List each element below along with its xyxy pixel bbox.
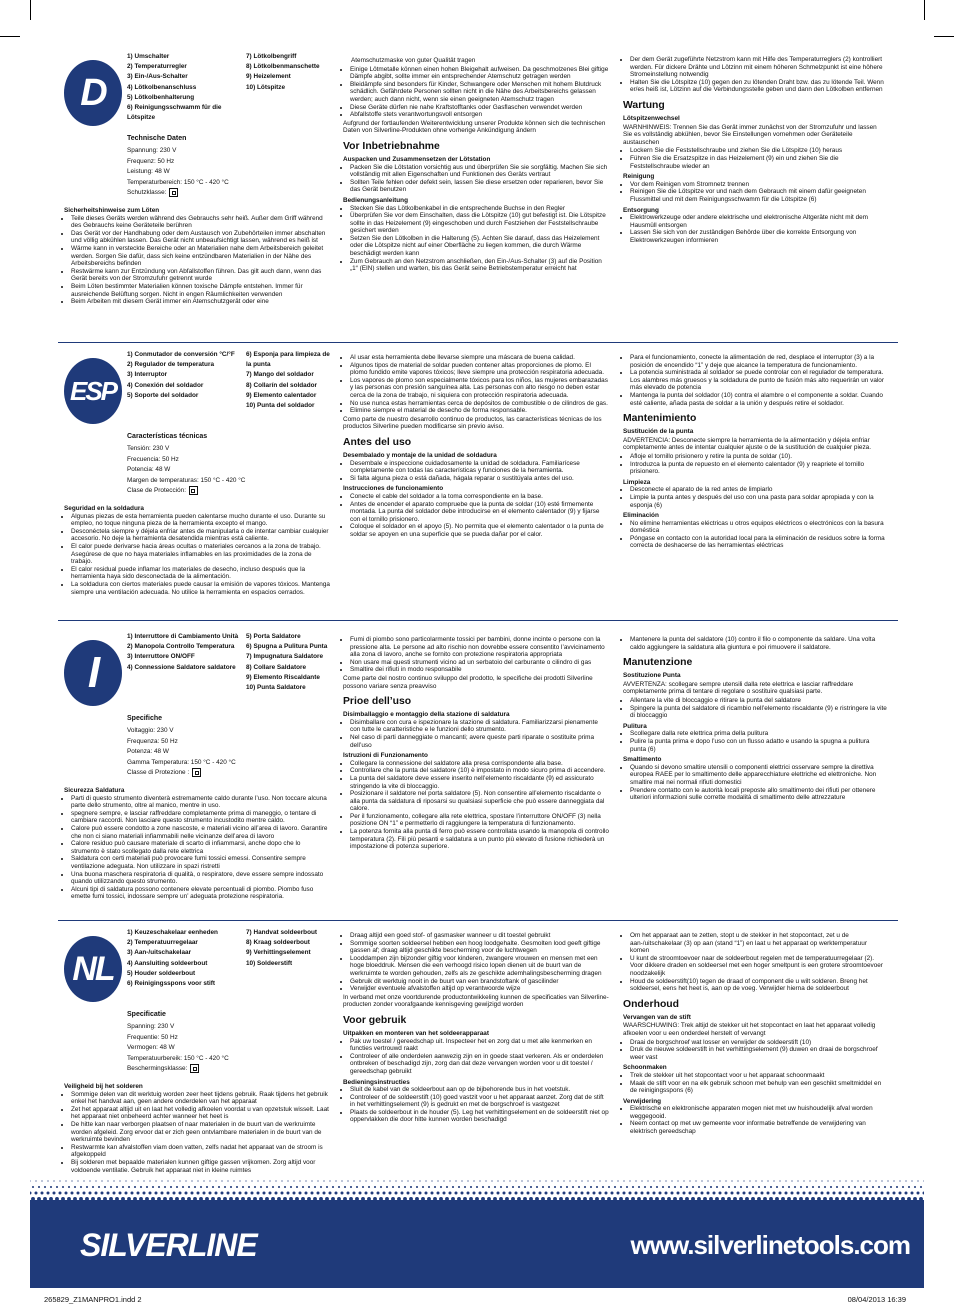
parts-list — [127, 632, 239, 673]
operation-item: • Mantenga la punta del soldador (10) contra el alambre o el componente a soldar. Cuando esté caliente, añada pasta de soldar a la unión y después retire el soldador. — [630, 392, 887, 407]
spec-row — [127, 157, 327, 167]
spec-note: In verband met onze voortdurende productontwikkeling kunnen de specificaties van Silverline-producten zonder voorafgaande kennisgeving gewijzigd worden — [343, 993, 609, 1009]
class-ii-icon — [169, 188, 178, 197]
part-item: 4) Conexión del soldador — [127, 381, 204, 389]
part-item: 1) Conmutador de conversión °C/°F — [127, 351, 235, 358]
spec-text: Spanning: 230 V — [127, 1023, 175, 1031]
safety-title: Sicurezza Saldatura — [64, 787, 125, 794]
spec-row — [127, 178, 327, 188]
operation-item: • Coloque el soldador en el apoyo (5). No permita que el elemento calentador o la punta de soldar se apoyen en una superficie que se pueda dañar por el calor. — [350, 523, 609, 538]
spec-text: Schutzklasse: — [127, 189, 167, 197]
safety-column — [64, 784, 330, 901]
subheading-operation: Bedienungsanleitung — [343, 196, 408, 204]
part-item: 8) Lötkolbenmanschette — [246, 63, 320, 71]
spec-row — [127, 146, 327, 156]
spec-row — [127, 444, 327, 454]
part-item: 7) Handvat soldeerbout — [246, 929, 318, 936]
safety-title: Veiligheid bij het solderen — [64, 1083, 143, 1090]
operation-item: • Houd de soldeerstift(10) tegen de draad of component die u wilt solderen. Breng het soldeersel, eens het heet is, aan op de voeg. Verwijder hierna de soldeerbout — [630, 978, 887, 993]
safety-item: • Looddampen zijn bijzonder giftig voor kinderen, zwangere vrouwen en mensen met een hoge bloeddruk. Mensen die een verhoogd risico lopen dienen uit de buurt van de werkruimte te worden gehouden, zelfs als ze geschikte ademhalingsbescherming dragen — [350, 955, 609, 978]
subheading-disposal: Smaltimento — [623, 756, 662, 764]
print-date: 08/04/2013 16:39 — [847, 1295, 906, 1304]
unpacking-list — [343, 164, 609, 194]
spec-title: Specifiche — [127, 715, 163, 722]
part-item: 5) Soporte del soldador — [127, 391, 199, 399]
operation-list — [623, 636, 887, 651]
part-item: 9) Elemento Riscaldante — [246, 673, 320, 681]
safety-item: • Fumi di piombo sono particolarmente tossici per bambini, donne incinte o persone con la pressione alta. Le persone ad alto rischio non dovrebbe essere consentito l’avvicinamento alla zona di lavoro, anche se fornito con protezione respiratoria appropriata — [350, 636, 609, 659]
operation-list — [343, 1086, 609, 1124]
safety-title: Seguridad en la soldadura — [64, 505, 144, 512]
spec-title: Technische Daten — [127, 135, 187, 142]
part-item: 5) Houder soldeerbout — [127, 969, 196, 977]
specification-block — [127, 714, 327, 779]
safety-list — [64, 795, 330, 901]
part-item: 6) Reinigingsspons voor stift — [127, 980, 216, 988]
disposal-item: • Elektrowerkzeuge oder andere elektrische und elektronische Altgeräte nicht mit dem Hausmüll entsorgen — [630, 214, 887, 229]
tip-item: • Lockern Sie die Feststellschraube und ziehen Sie die Lötspitze (10) heraus — [630, 147, 887, 155]
heading-maintenance: Onderhoud — [623, 998, 679, 1010]
tip-list — [623, 1039, 887, 1062]
operation-item: • Posizionare il saldatore nel porta saldatore (5). Non consentire all’elemento riscaldante o alla punta da saldatura di riposarsi su qualsiasi superficie che può essere danneggiata dal calore. — [350, 790, 609, 813]
part-item: 9) Elemento calentador — [246, 391, 317, 399]
cleaning-list — [623, 486, 887, 509]
operation-list — [623, 932, 887, 993]
heading-maintenance: Mantenimiento — [623, 413, 697, 425]
operation-item: • Para el funcionamiento, conecte la alimentación de red, desplace el interruptor (3) a la posición de encendido “1” y deje que alcance la temperatura de funcionamiento. — [630, 354, 887, 369]
spec-text: Potenza: 48 W — [127, 748, 169, 756]
subheading-operation: Instrucciones de funcionamiento — [343, 485, 444, 493]
subheading-tip-change: Vervangen van de stift — [623, 1013, 691, 1021]
spec-row — [127, 737, 327, 747]
section-divider — [58, 920, 898, 921]
spec-text: Spannung: 230 V — [127, 147, 177, 155]
part-item: 8) Collare Saldatore — [246, 663, 307, 671]
specification-block — [127, 1010, 327, 1075]
unpacking-item: • Sollten Teile fehlen oder defekt sein, lassen Sie diese ersetzen oder reparieren, bevor Sie das Gerät benutzen — [350, 179, 609, 194]
disposal-item: • Prendere contatto con le autorità locali preposte allo smaltimento dei rifiuti per ottenere ulteriori informazioni sulle corrette modalità di smaltimento delle attrezzature — [630, 787, 887, 802]
subheading-disposal: Eliminación — [623, 512, 659, 520]
part-item: 5) Lötkolbenhalterung — [127, 93, 195, 101]
operation-item: • Om het apparaat aan te zetten, stopt u de stekker in het stopcontact, zet u de aan-/uitschakelaar (3) op aan (stand “1”) en laat u het apparaat op werktemperatuur komen — [630, 932, 887, 955]
spec-note: Aufgrund der fortlaufenden Weiterentwicklung unserer Produkte können sich die technischen Daten von Silverline-Produkten ohne vorherige Ankündigung ändern — [343, 119, 606, 135]
part-item: 7) Mango del soldador — [246, 371, 314, 379]
cleaning-list — [623, 730, 887, 753]
subheading-tip-change: Sostituzione Punta — [623, 672, 681, 680]
disposal-list — [623, 214, 887, 244]
class-ii-icon — [189, 486, 198, 495]
unpacking-item: • Desembale e inspeccione cuidadosamente la unidad de soldadura. Familiarícese completamente con todas las características y funciones de la herramienta. — [350, 460, 609, 475]
disposal-item: • Lassen Sie sich von der zuständigen Behörde über die korrekte Entsorgung von Elektrowerkzeugen informieren — [630, 229, 887, 244]
right-column — [623, 354, 887, 550]
operation-item: • La potencia suministrada al soldador se puede controlar con el regulador de temperatura. Los alambres más gruesos y la soldadura de punto de fusión más alto requerirán un valor más elevado de potencia — [630, 369, 887, 392]
cleaning-item: • Pulire la punta prima e dopo l’uso con un flusso adatto e usando la spugna a pulitura punta (6) — [630, 738, 887, 753]
safety-title: Sicherheitshinweise zum Löten — [64, 207, 160, 214]
spec-text: Voltaggio: 230 V — [127, 727, 174, 735]
unpacking-item: • Nel caso di parti danneggiate o mancanti; avere queste parti riparate o sostituite prima dell’uso — [350, 734, 609, 749]
tip-list — [623, 147, 887, 170]
warning-text: AVVERTENZA: scollegare sempre utensili dalla rete elettrica e lasciar raffreddare completamente prima di tentare di regolare o sostituire qualsiasi parte. — [623, 680, 854, 696]
safety-item: • Alcuni tipi di saldatura possono contenere elevate percentuali di piombo. Piombo fuso emette fumi tossici, indossare sempre un’ adeguata protezione respiratoria. — [71, 886, 330, 901]
operation-item: • Halten Sie die Lötspitze (10) gegen den zu lötenden Draht bzw. das zu lötende Teil. Wenn er/es heiß ist, Lötzinn auf die Verbindungsstelle geben und dann den Lötkolben entfernen — [630, 79, 887, 94]
part-item: 4) Lötkolbenanschluss — [127, 83, 197, 91]
disposal-item: • Quando si devono smaltire utensili o componenti elettrici osservare sempre la direttiva europea RAEE per lo smaltimento delle apparecchiature elettriche ed elettroniche. Non smaltire mai nei normali rifiuti domestici — [630, 764, 887, 787]
subheading-disposal: Verwijdering — [623, 1097, 662, 1105]
spec-row — [127, 1022, 327, 1032]
part-item: 3) Ein-/Aus-Schalter — [127, 73, 188, 81]
spec-text: Gamma Temperatura: 150 °C - 420 °C — [127, 758, 236, 766]
spec-note: Come parte del nostro continuo sviluppo del prodotto, le specifiche dei prodotti Silverline possono variare senza preavviso — [343, 674, 593, 690]
spec-row — [127, 167, 327, 177]
operation-list — [343, 760, 609, 851]
part-item: 3) Interruptor — [127, 371, 168, 379]
operation-item: • Sluit de kabel van de soldeerbout aan op de bijbehorende bus in het voetstuk. — [350, 1086, 609, 1094]
operation-item: • Conecte el cable del soldador a la toma correspondiente en la base. — [350, 493, 609, 501]
language-badge-nl: NL — [64, 936, 122, 1002]
tip-item: • Afloje el tornillo prisionero y retire la punta de soldar (10). — [630, 453, 887, 461]
subheading-operation: Bedieningsinstructies — [343, 1078, 410, 1086]
spec-text: Beschermingsklasse: — [127, 1065, 188, 1073]
part-item: 2) Temperatuurregelaar — [127, 939, 198, 947]
part-item: 6) Spugna a Pulitura Punta — [246, 643, 328, 651]
safety-item: • Bleidämpfe sind besonders für Kinder, Schwangere oder Menschen mit hohem Blutdruck schädlich. Gefährdete Personen sollten nicht in die Nähe des Arbeitsbereichs gelassen werden; auch dann nicht, wenn sie einen geeigneten Atemschutz tragen — [350, 81, 609, 104]
part-item: 3) Aan-/uitschakelaar — [127, 949, 192, 957]
spec-text: Temperaturbereich: 150 °C - 420 °C — [127, 178, 229, 186]
spec-row — [127, 188, 327, 199]
part-item: 8) Collarín del soldador — [246, 381, 318, 389]
safety-item: • El calor residual puede inflamar los materiales de desecho, incluso después que la herramienta haya sido desconectada de la alimentación. — [71, 566, 330, 581]
spec-text: Classe di Protezione : — [127, 769, 190, 777]
silverline-logo: SILVERLINE — [80, 1227, 257, 1263]
tip-item: • Allentare la vite di bloccaggio e ritirare la punta del saldatore — [630, 697, 887, 705]
spec-row — [127, 768, 327, 779]
specification-block — [127, 432, 327, 497]
cleaning-list — [623, 1072, 887, 1095]
part-item: 9) Verhittingselement — [246, 949, 311, 957]
spec-row — [127, 476, 327, 486]
disposal-item: • Elektrische en elektronische apparaten mogen niet met uw huishoudelijk afval worden weggegooid. — [630, 1105, 887, 1120]
right-column — [623, 56, 887, 244]
safety-item: • Calore può essere condotto a zone nascoste, e materiali vicino all’area di lavoro. Garantire che non ci siano materiali infiammabili nelle vicinanze dell’area di lavoro — [71, 825, 330, 840]
warning-text: ADVERTENCIA: Desconecte siempre la herramienta de la alimentación y déjela enfriar completamente antes de intentar cualquier ajuste o de la sustitución de cualquier pieza. — [623, 436, 871, 452]
language-badge-de: D — [64, 60, 122, 126]
spec-title: Specificatie — [127, 1011, 166, 1018]
safety-item: • Sommige delen van dit werktuig worden zeer heet tijdens gebruik. Raak tijdens het gebruik enkel het handvat aan, geen andere onderdelen van het apparaat — [71, 1091, 330, 1106]
operation-item: • Überprüfen Sie vor dem Einschalten, dass die Lötspitze (10) gut befestigt ist. Die Lötspitze sollte in das Heizelement (9) eingeschoben und durch Festziehen der Feststellschraube gesichert werden — [350, 212, 609, 235]
heading-before-use: Antes del uso — [343, 436, 412, 448]
safety-list — [343, 932, 609, 993]
middle-column — [343, 636, 609, 851]
operation-list — [623, 354, 887, 407]
part-item: 10) Lötspitze — [246, 83, 286, 91]
safety-item: • Al usar esta herramienta debe llevarse siempre una máscara de buena calidad. — [350, 354, 609, 362]
spec-row — [127, 726, 327, 736]
spec-note: Como parte de nuestro desarrollo continuo de productos, las características técnicas de los productos Silverline pueden modificarse sin previo aviso. — [343, 415, 602, 431]
disposal-item: • Neem contact op met uw gemeente voor informatie betreffende de verwijdering van elektrisch gereedschap — [630, 1120, 887, 1135]
tip-item: • Introduzca la punta de repuesto en el elemento calentador (9) y reapriete el tornillo prisionero. — [630, 461, 887, 476]
safety-item: • Calore residuo può causare materiale di scarto di infiammarsi, anche dopo che lo strumento è stato scollegato dalla rete elettrica — [71, 840, 330, 855]
safety-item: • Parti di questo strumento diventerà estremamente caldo durante l’uso. Non toccare alcuna parte dello strumento, oltre al manico, mentre in uso. — [71, 795, 330, 810]
part-item: 10) Punta Saldatore — [246, 684, 306, 692]
operation-list — [343, 493, 609, 539]
parts-list — [127, 350, 239, 401]
unpacking-list — [343, 1038, 609, 1076]
warning-text: WAARSCHUWING: Trek altijd de stekker uit het stopcontact en laat het apparaat volledig afkoelen voor u een onderdeel herstelt of vervangt — [623, 1022, 876, 1037]
safety-item: • Sommige soorten soldeersel hebben een hoog loodgehalte. Gesmolten lood geeft giftige gassen af; draag altijd geschikte bescherming voor de luchtwegen — [350, 940, 609, 955]
parts-list — [127, 928, 239, 989]
spec-row — [127, 1064, 327, 1075]
tip-item: • Draai de borgschroef wat losser en verwijder de soldeerstift (10) — [630, 1039, 887, 1047]
part-item: 1) Keuzeschakelaar eenheden — [127, 929, 218, 936]
operation-item: • Plaats de soldeerbout in de houder (5). Leg het verhittingselement en de soldeerstift niet op oppervlakken die door hitte kunnen worden beschadigd — [350, 1109, 609, 1124]
middle-column — [343, 56, 609, 273]
unpacking-item: • Controleer of alle onderdelen aanwezig zijn en in goede staat verkeren. Als er onderdelen ontbreken of beschadigd zijn, zorg dan dat deze vervangen worden voor u dit toestel / gereedschap gebruikt — [350, 1053, 609, 1076]
part-item: 10) Punta del soldador — [246, 402, 315, 410]
safety-item: • Einige Lötmetalle können einen hohen Bleigehalt aufweisen. Da geschmolzenes Blei giftige Dämpfe abgibt, sollte immer ein entsprechender Atemschutz getragen werden — [350, 66, 609, 81]
safety-item: • Restwarmte kan afvalstoffen viam doen vatten, zelfs nadat het apparaat van de stroom is afgekoppeld — [71, 1144, 330, 1159]
tip-item: • Spingere la punta del saldatore di ricambio nell’elemento riscaldante (9) e ristringere la vite di bloccaggio — [630, 705, 887, 720]
spec-text: Margen de temperaturas: 150 °C - 420 °C — [127, 476, 246, 484]
class-ii-icon — [190, 1064, 199, 1073]
safety-item: • No use nunca estas herramientas cerca de depósitos de combustible o de cilindros de gas. — [350, 400, 609, 408]
cleaning-item: • Maak de stift voor en na elk gebruik schoon met behulp van een geschikt smeltmiddel en de reinigingsspons (6) — [630, 1080, 887, 1095]
operation-item: • Controllare che la punta del saldatore (10) è impostato in modo sicuro prima di accendere. — [350, 767, 609, 775]
heading-before-use: Voor gebruik — [343, 1014, 407, 1026]
parts-list — [246, 928, 336, 969]
safety-item: • Abfallstoffe stets verantwortungsvoll entsorgen — [350, 111, 609, 119]
spec-text: Tensión: 230 V — [127, 445, 170, 453]
safety-item: • Beim Löten bestimmter Materialien können toxische Dämpfe entstehen. Immer für ausreichende Belüftung sorgen. Nicht in engen Räumlichkeiten verwenden — [71, 283, 330, 298]
continued-text: Atemschutzmaske von guter Qualität tragen — [351, 57, 476, 64]
safety-item: • Algunos tipos de material de soldar pueden contener altas proporciones de plomo. El plomo fundido emite vapores tóxicos; lleve siempre una protección respiratoria adecuada. — [350, 362, 609, 377]
subheading-cleaning: Reinigung — [623, 173, 655, 181]
spec-text: Clase de Protección: — [127, 487, 186, 495]
spec-text: Frecuencia: 50 Hz — [127, 455, 179, 463]
spec-title: Características técnicas — [127, 433, 208, 440]
spec-row — [127, 758, 327, 768]
heading-maintenance: Manutenzione — [623, 657, 693, 669]
spec-text: Frequentie: 50 Hz — [127, 1033, 178, 1041]
operation-item: • Collegare la connessione del saldatore alla presa corrispondente alla base. — [350, 760, 609, 768]
spec-text: Frequenza: 50 Hz — [127, 737, 178, 745]
safety-item: • Diese Geräte dürfen nie nahe Kraftstofftanks oder Gasflaschen verwendet werden — [350, 104, 609, 112]
safety-item: • Los vapores de plomo son especialmente tóxicos para los niños, las mujeres embarazadas y las personas con presión sanguínea alta. Las personas con alto riesgo no deben estar cerca de la zona de trabajo, ni siquiera con protección respiratoria adecuada. — [350, 377, 609, 400]
spec-text: Potencia: 48 W — [127, 466, 171, 474]
section-divider — [58, 620, 898, 621]
operation-item: • U kunt de stroomtoevoer naar de soldeerbout regelen met de temperatuurregelaar (2). Voor dikkere draden en soldeersel met een hoger smeltpunt is een grotere stroomtoevoer noodzakelijk — [630, 955, 887, 978]
safety-item: • Algunas piezas de esta herramienta pueden calentarse mucho durante el uso. Durante su empleo, no toque ninguna pieza de la herramienta excepto el mango. — [71, 513, 330, 528]
subheading-unpacking: Disimballaggio e montaggio della stazione di saldatura — [343, 711, 510, 719]
right-column — [623, 932, 887, 1136]
safety-column — [64, 204, 330, 306]
operation-item: • Per il funzionamento, collegare alla rete elettrica, spostare l’interruttore ON/OFF (3) nella posizione ON “1” e permetterlo di raggiungere la temperatura di funzionamento. — [350, 813, 609, 828]
cleaning-item: • Reinigen Sie die Lötspitze vor und nach dem Gebrauch mit einem dafür geeigneten Flussmittel und mit dem Reinigungsschwamm für die Lötspitze (6) — [630, 188, 887, 203]
safety-list — [64, 215, 330, 306]
part-item: 8) Kraag soldeerbout — [246, 939, 310, 947]
unpacking-list — [343, 719, 609, 749]
safety-item: • Smaltire dei rifiuti in modo responsabile — [350, 666, 609, 674]
spec-text: Leistung: 48 W — [127, 168, 170, 176]
subheading-tip-change: Lötspitzenwechsel — [623, 114, 680, 122]
safety-item: • Das Gerät vor der Handhabung oder dem Austausch von Zubehörteilen immer abschalten und völlig abkühlen lassen. Das Gerät nicht unbeaufsichtigt lassen, während es heiß ist — [71, 230, 330, 245]
tip-item: • Führen Sie die Ersatzspitze in das Heizelement (9) ein und ziehen Sie die Feststellschraube wieder an — [630, 155, 887, 170]
spec-row — [127, 1033, 327, 1043]
disposal-list — [623, 520, 887, 550]
operation-item: • Stecken Sie das Lötkolbenkabel in die entsprechende Buchse in den Regler — [350, 205, 609, 213]
part-item: 2) Regulador de temperatura — [127, 361, 215, 369]
heading-before-use: Prioe dell’uso — [343, 696, 412, 708]
safety-item: • Wärme kann in versteckte Bereiche oder an Materialien nahe dem Arbeitsbereich geleitet werden. Sorgen Sie dafür, dass sich keine entzündbaren Materialien in der Nähe des Arbeitsbereichs befinden — [71, 245, 330, 268]
part-item: 10) Soldeerstift — [246, 959, 293, 967]
subheading-operation: Istruzioni di Funzionamento — [343, 752, 428, 760]
subheading-disposal: Entsorgung — [623, 206, 659, 214]
part-item: 5) Porta Saldatore — [246, 633, 301, 640]
operation-list — [623, 56, 887, 94]
safety-list — [64, 513, 330, 597]
part-item: 2) Temperaturregler — [127, 63, 187, 71]
part-item: 7) Lötkolbengriff — [246, 53, 297, 60]
operation-item: • La punta del saldatore deve essere inserito nell’elemento riscaldante (9) ed assicurato stringendo la vite di bloccaggio. — [350, 775, 609, 790]
safety-list — [64, 1091, 330, 1175]
tip-list — [623, 453, 887, 476]
safety-column — [64, 1080, 330, 1174]
disposal-item: • No elimine herramientas eléctricas u otros equipos eléctricos o electrónicos con la basura doméstica — [630, 520, 887, 535]
subheading-cleaning: Pulitura — [623, 722, 647, 730]
spec-text: Vermogen: 48 W — [127, 1044, 175, 1052]
spec-row — [127, 1054, 327, 1064]
safety-item: • Restwärme kann zur Entzündung von Abfallstoffen führen. Das gilt auch dann, wenn das Gerät bereits von der Stromzufuhr getrennt wurde — [71, 268, 330, 283]
part-item: 7) Impugnatura Saldatore — [246, 653, 324, 661]
operation-item: • Mantenere la punta del saldatore (10) contro il filo o componente da saldare. Una volta caldo aggiungere la saldatura alla giuntura e poi rimuovere il saldatore. — [630, 636, 887, 651]
cleaning-item: • Desconecte el aparato de la red antes de limpiarlo — [630, 486, 887, 494]
spec-row — [127, 747, 327, 757]
safety-item: • La soldadura con ciertos materiales puede causar la emisión de vapores tóxicos. Mantenga siempre una ventilación adecuada. No utilice la herramienta en espacios cerrados. — [71, 581, 330, 596]
cleaning-item: • Scollegare dalla rete elettrica prima della pulitura — [630, 730, 887, 738]
middle-column — [343, 932, 609, 1124]
class-ii-icon — [192, 768, 201, 777]
part-item: 3) Interruttore ON/OFF — [127, 653, 195, 661]
right-column — [623, 636, 887, 802]
unpacking-item: • Pak uw toestel / gereedschap uit. Inspecteer het en zorg dat u met alle kenmerken en functies vertrouwd raakt — [350, 1038, 609, 1053]
spec-row — [127, 486, 327, 497]
safety-item: • Gebruik dit werktuig nooit in de buurt van een brandstoftank of gascilinder — [350, 978, 609, 986]
safety-item: • Zet het apparaat altijd uit en laat het volledig afkoelen voordat u van opzetstuk wisselt. Laat het apparaat niet onbeheerd achter wanneer het heet is — [71, 1106, 330, 1121]
subheading-cleaning: Limpieza — [623, 478, 651, 486]
operation-item: • Controleer of de soldeerstift (10) goed vastzit voor u het apparaat aanzet. Zorg dat de stift in het verhittingselement (9) is gedrukt en met de borgschroef is vastgezet — [350, 1094, 609, 1109]
heading-maintenance: Wartung — [623, 99, 665, 111]
website-url: www.silverlinetools.com — [630, 1230, 910, 1260]
crop-mark — [924, 0, 925, 20]
spec-text: Temperatuurbereik: 150 °C - 420 °C — [127, 1054, 229, 1062]
file-name: 265829_Z1MANPRO1.indd 2 — [44, 1295, 142, 1304]
part-item: 6) Esponja para limpieza de la punta — [246, 351, 330, 369]
operation-item: • Antes de encender el aparato compruebe que la punta de soldar (10) esté firmemente montada. La punta del soldador debe introducirse en el elemento calentador (9) y fijarse con el tornillo prisionero. — [350, 501, 609, 524]
middle-column — [343, 354, 609, 538]
part-item: 1) Umschalter — [127, 53, 170, 60]
spec-text: Frequenz: 50 Hz — [127, 157, 175, 165]
unpacking-item: • Packen Sie die Lötstation vorsichtig aus und überprüfen Sie sie sorgfältig. Machen Sie sich vollständig mit allen Eigenschaften und Funktionen des Geräts vertraut — [350, 164, 609, 179]
safety-list — [343, 636, 609, 674]
safety-item: • Draag altijd een goed stof- of gasmasker wanneer u dit toestel gebruikt — [350, 932, 609, 940]
spec-row — [127, 1043, 327, 1053]
operation-item: • Zum Gebrauch an den Netzstrom anschließen, den Ein-/Aus-Schalter (3) auf die Position „1“ (EIN) stellen und warten, bis das Gerät seine Betriebstemperatur erreicht hat — [350, 258, 609, 273]
safety-item: • Verwijder eventuele afvalstoffen altijd op verantwoorde wijze — [350, 985, 609, 993]
specification-block — [127, 134, 327, 199]
cleaning-list — [623, 181, 887, 204]
safety-item: • Elimine siempre el material de desecho de forma responsable. — [350, 407, 609, 415]
parts-list — [246, 632, 336, 693]
cleaning-item: • Trek de stekker uit het stopcontact voor u het apparaat schoonmaakt — [630, 1072, 887, 1080]
safety-item: • Bij solderen met bepaalde materialen kunnen giftige gassen vrijkomen. Zorg altijd voor voldoende ventilatie. Gebruik het apparaat niet in kleine ruimtes — [71, 1159, 330, 1174]
subheading-cleaning: Schoonmaken — [623, 1064, 667, 1072]
safety-item: • Desconéctela siempre y déjela enfriar antes de manipularla o de intentar cambiar cualquier accesorio. No deje la herramienta desatendida mientras está caliente. — [71, 528, 330, 543]
part-item: 9) Heizelement — [246, 73, 291, 81]
crop-mark — [30, 0, 31, 20]
safety-item: • spegnere sempre, e lasciar raffreddare completamente prima di maneggio, o tentare di cambiare raccordi. Non lasciare questo strumento incustodito mentre caldo. — [71, 810, 330, 825]
part-item: 4) Connessione Saldatore saldatore — [127, 663, 236, 671]
safety-item: • De hitte kan naar verborgen plaatsen of naar materialen in de buurt van de werkruimte worden afgeleid. Zorg ervoor dat er zich geen ontvlambare materialen in de buurt van de werkruimte bevinden — [71, 1121, 330, 1144]
safety-item: • Una buona maschera respiratoria di qualità, o respiratore, deve essere sempre indossato quando utilizzando questo strumento. — [71, 871, 330, 886]
disposal-list — [623, 764, 887, 802]
unpacking-item: • Disimballare con cura e ispezionare la stazione di saldatura. Familiarizzarsi pienamente con tutte le caratteristiche e le funzioni dello strumento. — [350, 719, 609, 734]
safety-item: • Teile dieses Geräts werden während des Gebrauchs sehr heiß. Außer dem Griff während des Gebrauchs keine Geräteteile berühren — [71, 215, 330, 230]
language-badge-it: I — [64, 640, 122, 706]
disposal-list — [623, 1105, 887, 1135]
operation-list — [343, 205, 609, 273]
subheading-unpacking: Desembalado y montaje de la unidad de soldadura — [343, 451, 497, 459]
part-item: 2) Manopola Controllo Temperatura — [127, 643, 235, 651]
tip-item: • Druk de nieuwe soldeerstift in het verhittingselement (9) duwen en draai de borgschroef weer vast — [630, 1046, 887, 1061]
safety-list — [343, 354, 609, 415]
safety-column — [64, 502, 330, 596]
safety-item: • Saldatura con certi materiali può provocare fumi tossici emessi. Consentire sempre ventilazione adeguata. Non utilizzare in spazi ristretti — [71, 855, 330, 870]
subheading-unpacking: Auspacken und Zusammensetzen der Lötstation — [343, 155, 491, 163]
subheading-unpacking: Uitpakken en monteren van het soldeerapparaat — [343, 1029, 489, 1037]
warning-text: WARNHINWEIS: Trennen Sie das Gerät immer zunächst von der Stromzufuhr und lassen Sie es vollständig abkühlen, bevor Sie Einstellungen vornehmen oder Geräteteile austauschen — [623, 123, 877, 146]
crop-mark — [934, 36, 954, 37]
safety-item: • Beim Arbeiten mit diesem Gerät immer ein Atemschutzgerät oder eine — [71, 298, 330, 306]
disposal-item: • Póngase en contacto con la autoridad local para la eliminación de residuos sobre la forma correcta de deshacerse de las herramientas eléctricas — [630, 535, 887, 550]
part-item: 4) Aansluiting soldeerbout — [127, 959, 208, 967]
parts-list — [127, 52, 239, 123]
unpacking-list — [343, 460, 609, 483]
parts-list — [246, 350, 336, 411]
safety-item: • El calor puede derivarse hacia áreas ocultas o materiales cercanos a la zona de trabajo. Asegúrese de que no haya materiales inflamables en las proximidades de la zona de trabajo. — [71, 543, 330, 566]
language-badge-es: ESP — [64, 358, 122, 424]
cleaning-item: • Limpie la punta antes y después del uso con una pasta para soldar apropiada y con la esponja (6) — [630, 494, 887, 509]
heading-before-use: Vor Inbetriebnahme — [343, 140, 440, 152]
spec-row — [127, 455, 327, 465]
part-item: 6) Reinigungsschwamm für die Lötspitze — [127, 104, 222, 122]
part-item: 1) Interruttore di Cambiamento Unità — [127, 633, 239, 640]
operation-item: • Der dem Gerät zugeführte Netzstrom kann mit Hilfe des Temperaturreglers (2) kontrolliert werden. Für dickere Drähte und Lötzinn mit einem höheren Schmelzpunkt ist eine höhere Stromeinstellung notwendig — [630, 56, 887, 79]
safety-item: • Non usare mai questi strumenti vicino ad un serbatoio del carburante o cilindro di gas — [350, 659, 609, 667]
tip-list — [623, 697, 887, 720]
cleaning-item: • Vor dem Reinigen vom Stromnetz trennen — [630, 181, 887, 189]
unpacking-item: • Si falta alguna pieza o está dañada, hágala reparar o sustitúyala antes del uso. — [350, 475, 609, 483]
section-divider — [58, 342, 898, 343]
crop-mark — [0, 36, 20, 37]
operation-item: • Setzen Sie den Lötkolben in die Halterung (5). Achten Sie darauf, dass das Heizelement oder die Lötspitze nicht auf einer Oberfläche zu liegen kommen, die durch Wärme beschädigt werden kann — [350, 235, 609, 258]
safety-list — [343, 66, 609, 119]
operation-item: • La potenza fornita alla punta di ferro può essere controllata usando la manopola di controllo temperatura (2). Fili più pesanti e saldatura a un punto più elevato di fusione richiederà un impostazione di potenza superiore. — [350, 828, 609, 851]
parts-list — [246, 52, 336, 93]
subheading-tip-change: Sustitución de la punta — [623, 428, 694, 436]
spec-row — [127, 465, 327, 475]
